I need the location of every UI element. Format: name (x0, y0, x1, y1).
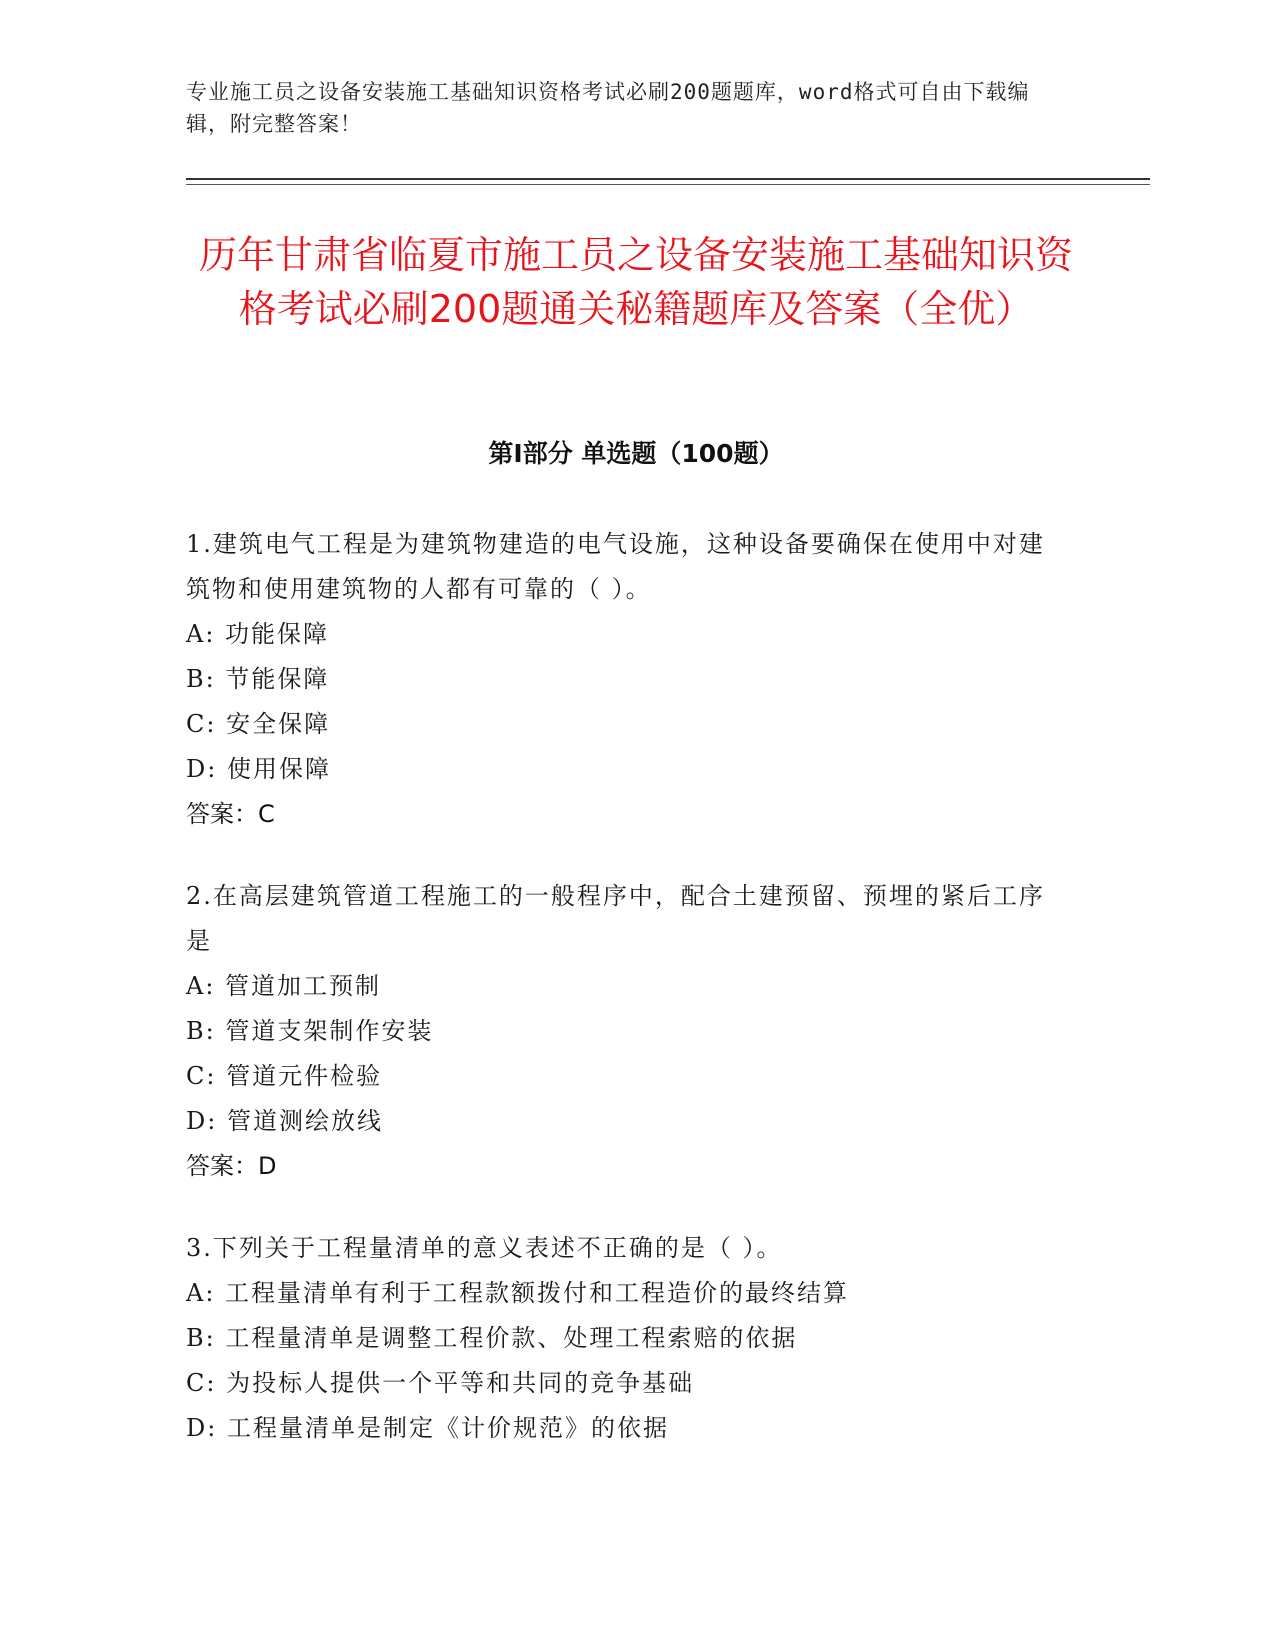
option-c: C: 为投标人提供一个平等和共同的竞争基础 (186, 1369, 695, 1397)
answer: 答案：D (186, 1152, 277, 1180)
question-stem: 2.在高层建筑管道工程施工的一般程序中，配合土建预留、预埋的紧后工序是 (186, 882, 1045, 955)
header-divider-thick (186, 178, 1150, 180)
section-heading: 第Ⅰ部分 单选题（100题） (488, 439, 784, 468)
header-note: 专业施工员之设备安装施工基础知识资格考试必刷200题题库，word格式可自由下载编辑，附完整答案！ (186, 80, 1030, 136)
option-b: B: 节能保障 (186, 665, 330, 693)
header-divider-thin (186, 184, 1150, 185)
document-title: 历年甘肃省临夏市施工员之设备安装施工基础知识资格考试必刷200题通关秘籍题库及答案（全优） (198, 233, 1073, 331)
option-c: C: 安全保障 (186, 710, 331, 738)
option-b: B: 管道支架制作安装 (186, 1017, 434, 1045)
question-3 (186, 1226, 1066, 1451)
option-c: C: 管道元件检验 (186, 1062, 383, 1090)
option-a: A: 功能保障 (186, 620, 330, 648)
question-2 (186, 874, 1066, 1189)
option-d: D: 使用保障 (186, 755, 331, 783)
answer: 答案：C (186, 800, 275, 828)
option-b: B: 工程量清单是调整工程价款、处理工程索赔的依据 (186, 1324, 798, 1352)
question-list (186, 522, 1066, 1488)
option-d: D: 工程量清单是制定《计价规范》的依据 (186, 1414, 669, 1442)
option-d: D: 管道测绘放线 (186, 1107, 383, 1135)
question-stem: 1.建筑电气工程是为建筑物建造的电气设施，这种设备要确保在使用中对建筑物和使用建筑物的人都有可靠的（ ）。 (186, 530, 1045, 603)
question-stem: 3.下列关于工程量清单的意义表述不正确的是（ ）。 (186, 1234, 783, 1262)
question-1 (186, 522, 1066, 837)
option-a: A: 工程量清单有利于工程款额拨付和工程造价的最终结算 (186, 1279, 850, 1307)
option-a: A: 管道加工预制 (186, 972, 382, 1000)
